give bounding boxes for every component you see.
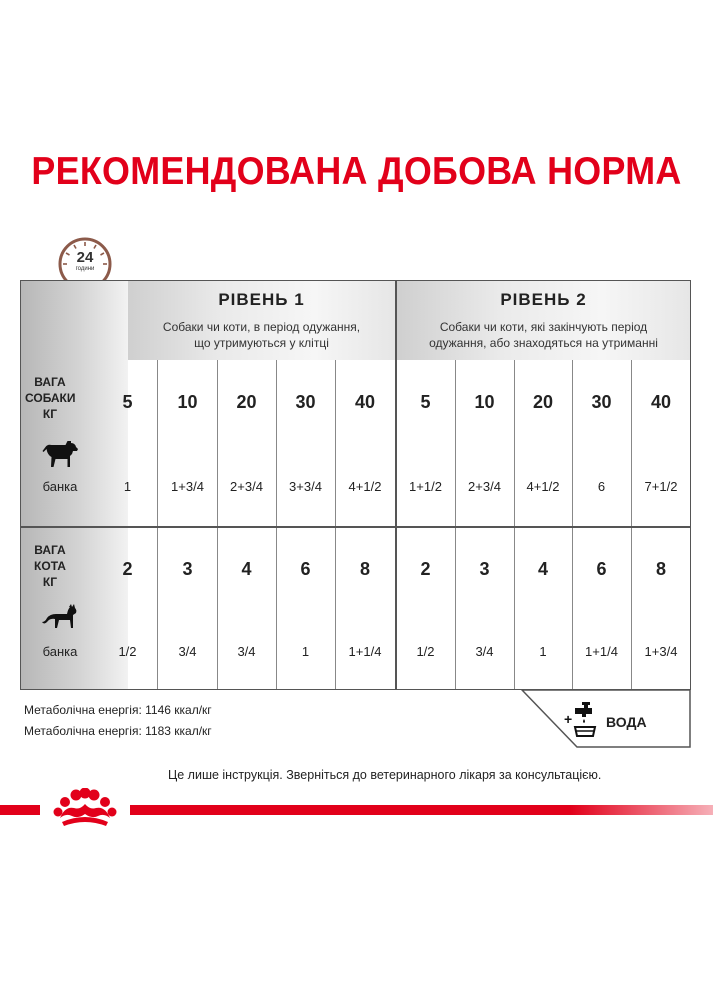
cat-can-cell: 1 [539, 644, 547, 659]
dog-can-cell: 1+1/2 [409, 479, 442, 494]
level1-desc-line2: що утримуються у клітці [194, 336, 329, 350]
col-divider [455, 360, 456, 526]
dog-can-cell: 1+3/4 [171, 479, 204, 494]
label-divider-cat [157, 527, 158, 690]
species-divider [21, 526, 691, 528]
cat-can-label: банка [42, 644, 78, 659]
dog-weight-cell: 10 [177, 392, 198, 412]
cat-weight-cell: 2 [122, 559, 133, 579]
dog-label-line1: ВАГА [34, 375, 66, 389]
dog-weight-cell: 5 [420, 392, 431, 412]
page-title: РЕКОМЕНДОВАНА ДОБОВА НОРМА [31, 150, 682, 193]
col-divider [514, 360, 515, 526]
water-tap-icon [564, 700, 600, 740]
disclaimer-note: Це лише інструкція. Зверніться до ветеринарного лікаря за консультацією. [168, 768, 602, 782]
feeding-table [20, 280, 691, 690]
cat-can-cell: 1+3/4 [644, 644, 678, 659]
cat-weight-cell: 8 [655, 559, 666, 579]
level1-header [128, 281, 395, 360]
dog-weight-cell: 10 [474, 392, 495, 412]
cat-can-cell: 1+1/4 [348, 644, 382, 659]
dog-weight-cell: 5 [122, 392, 133, 412]
cat-weight-cell: 6 [300, 559, 311, 579]
dog-icon [41, 441, 79, 469]
dog-label-line2: СОБАКИ [25, 391, 76, 405]
col-divider [276, 527, 277, 690]
dog-weight-cell: 40 [354, 392, 376, 412]
cat-weight-cell: 8 [359, 559, 370, 579]
water-label: ВОДА [606, 714, 647, 730]
cat-label-line1: ВАГА [34, 543, 66, 557]
cat-weight-cell: 6 [596, 559, 607, 579]
dog-can-cell: 2+3/4 [230, 479, 263, 494]
cat-can-cell: 3/4 [237, 644, 256, 659]
energy-line-1: Метаболічна енергія: 1146 ккал/кг [24, 703, 212, 717]
cat-can-cell: 1 [301, 644, 310, 659]
col-divider [631, 527, 632, 690]
col-divider [335, 360, 336, 526]
level2-description [396, 319, 691, 351]
label-divider [157, 360, 158, 526]
col-divider [631, 360, 632, 526]
col-divider [335, 527, 336, 690]
level1-description [128, 319, 395, 351]
cat-can-cell: 3/4 [475, 644, 494, 659]
svg-text:+: + [564, 711, 573, 727]
cat-weight-label [25, 542, 75, 590]
cat-can-cell: 1+1/4 [585, 644, 618, 659]
level2-desc-line2: одужання, або знаходяться на утриманні [429, 336, 658, 350]
cat-weight-cell: 3 [182, 559, 193, 579]
dog-weight-cell: 30 [591, 392, 612, 412]
dog-can-cell: 7+1/2 [644, 479, 678, 494]
dog-weight-label [25, 374, 75, 422]
col-divider [455, 527, 456, 690]
cat-weight-cell: 3 [479, 559, 490, 579]
cat-weight-cell: 4 [537, 559, 548, 579]
dog-label-line3: КГ [42, 407, 58, 421]
level2-desc-line1: Собаки чи коти, які закінчують період [439, 320, 648, 334]
cat-weight-cell: 4 [241, 559, 252, 579]
dog-weight-cell: 20 [532, 392, 554, 412]
clock-number: 24 [76, 249, 94, 266]
col-divider [217, 360, 218, 526]
cat-can-cell: 1/2 [416, 644, 435, 659]
clock-sub: години [75, 266, 95, 272]
cat-can-cell: 3/4 [178, 644, 197, 659]
dog-can-cell: 4+1/2 [526, 479, 560, 494]
cat-can-cell: 1/2 [118, 644, 137, 659]
col-divider [572, 527, 573, 690]
dog-weight-cell: 40 [650, 392, 672, 412]
dog-can-label: банка [42, 479, 78, 494]
col-divider [217, 527, 218, 690]
cat-weight-cell: 2 [420, 559, 431, 579]
dog-can-cell: 1 [123, 479, 132, 494]
energy-line-2: Метаболічна енергія: 1183 ккал/кг [24, 724, 212, 738]
col-divider [572, 360, 573, 526]
dog-weight-cell: 30 [295, 392, 316, 412]
col-divider [514, 527, 515, 690]
royal-canin-crown-logo [40, 788, 130, 834]
level2-header [396, 281, 691, 360]
dog-can-cell: 3+3/4 [289, 479, 322, 494]
cat-icon [41, 604, 79, 630]
col-divider [276, 360, 277, 526]
dog-can-cell: 6 [597, 479, 606, 494]
level2-title: РІВЕНЬ 2 [500, 290, 587, 309]
cat-label-line3: КГ [42, 575, 58, 589]
level1-title: РІВЕНЬ 1 [218, 290, 305, 309]
level1-desc-line1: Собаки чи коти, в період одужання, [162, 320, 361, 334]
cat-label-line2: КОТА [34, 559, 66, 573]
dog-can-cell: 4+1/2 [348, 479, 382, 494]
dog-can-cell: 2+3/4 [468, 479, 501, 494]
dog-weight-cell: 20 [236, 392, 257, 412]
